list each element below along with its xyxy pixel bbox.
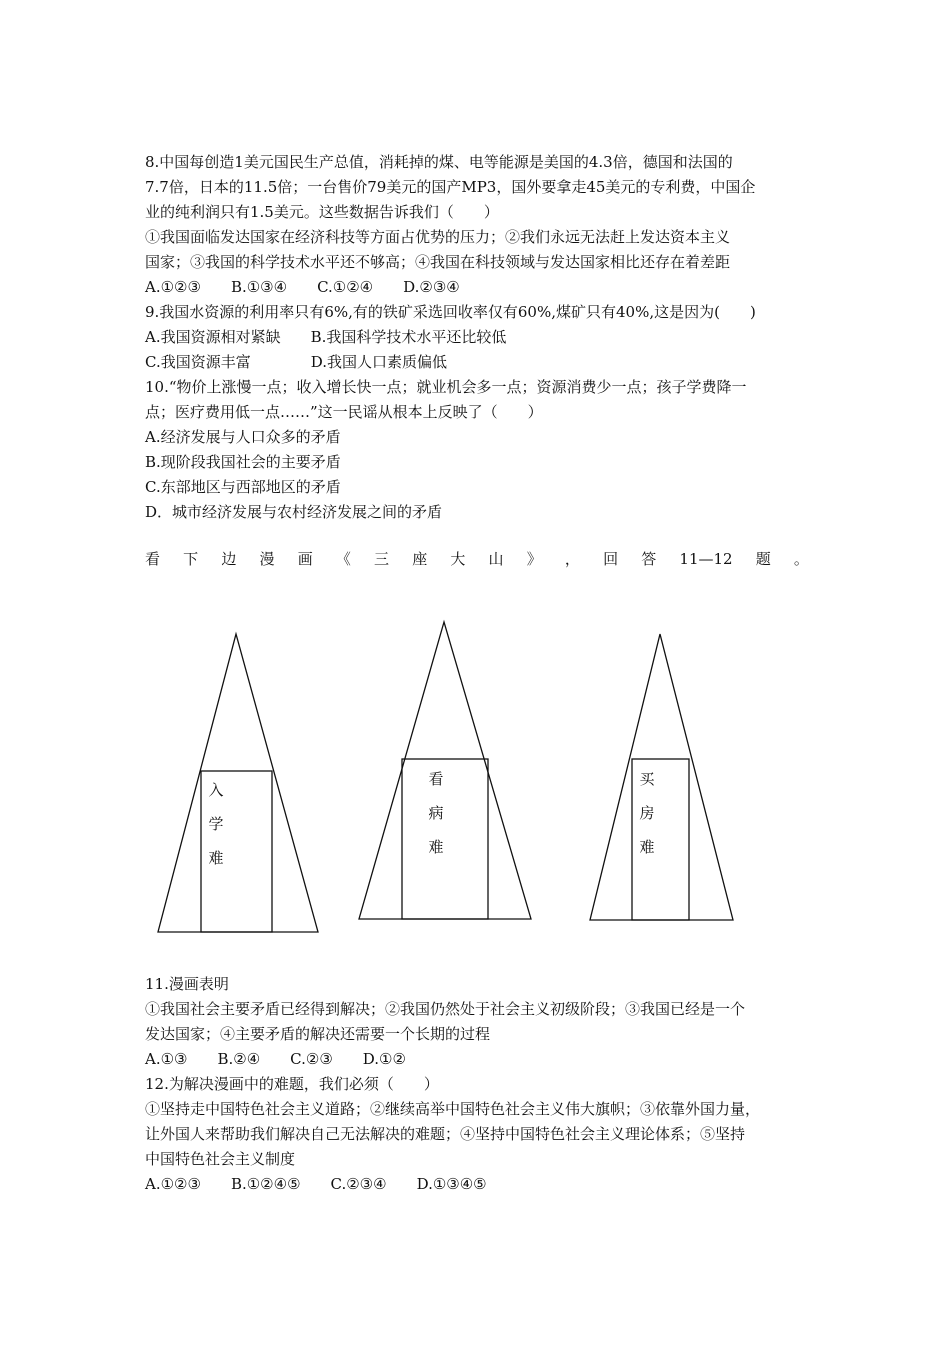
mountain-1 [158,634,318,932]
q11-title: 11.漫画表明 [145,975,229,993]
q8-line: 业的纯利润只有1.5美元。这些数据告诉我们（ ） [145,203,499,221]
intro-char: 》 [526,550,542,568]
q10-option: D．城市经济发展与农村经济发展之间的矛盾 [145,503,443,521]
q11-line: 发达国家；④主要矛盾的解决还需要一个长期的过程 [145,1025,491,1043]
label-char: 难 [428,838,444,856]
intro-char: 答 [641,550,657,568]
question-10 [145,375,815,525]
intro-char: 。 [793,550,809,568]
q10-option: B.现阶段我国社会的主要矛盾 [145,453,341,471]
label-char: 房 [639,804,655,822]
question-8 [145,150,815,300]
q9-line: 9.我国水资源的利用率只有6%,有的铁矿采选回收率仅有60%,煤矿只有40%,这是因为( ) [145,303,756,321]
q10-option: A.经济发展与人口众多的矛盾 [145,428,341,446]
intro-char: 三 [374,550,390,568]
q8-options: A.①②③ B.①③④ C.①②④ D.②③④ [145,278,460,296]
mountain-3 [590,634,733,920]
upper-questions [145,150,815,572]
label-char: 学 [208,815,224,833]
q9-options: A.我国资源相对紧缺 B.我国科学技术水平还比较低 [145,328,507,346]
q12-line: 让外国人来帮助我们解决自己无法解决的难题；④坚持中国特色社会主义理论体系；⑤坚持 [145,1125,746,1143]
intro-char: 漫 [259,550,275,568]
q8-line: 7.7倍，日本的11.5倍；一台售价79美元的国产MP3，国外要拿走45美元的专利费，中国企 [145,178,756,196]
q12-options: A.①②③ B.①②④⑤ C.②③④ D.①③④⑤ [145,1175,487,1193]
intro-char: 下 [183,550,199,568]
q10-line: 点；医疗费用低一点……”这一民谣从根本上反映了（ ） [145,403,543,421]
label-char: 难 [208,849,224,867]
mountain-3-label [637,762,657,864]
q12-title: 12.为解决漫画中的难题，我们必须（ ） [145,1075,439,1093]
mountain-3-triangle [590,634,733,920]
q10-line: 10.“物价上涨慢一点；收入增长快一点；就业机会多一点；资源消费少一点；孩子学费降一 [145,378,747,396]
lower-questions [145,972,815,1197]
mountain-1-triangle [158,634,318,932]
label-char: 病 [428,804,444,822]
q11-options: A.①③ B.②④ C.②③ D.①② [145,1050,406,1068]
intro-char: 山 [488,550,504,568]
label-char: 入 [208,781,224,799]
intro-char: 看 [145,550,161,568]
intro-char: 《 [335,550,351,568]
question-11 [145,972,815,1072]
intro-char: ， [564,550,580,568]
intro-char: 11—12 [679,550,733,568]
intro-char: 座 [412,550,428,568]
mountain-1-label [206,773,226,875]
q8-line: 8.中国每创造1美元国民生产总值，消耗掉的煤、电等能源是美国的4.3倍，德国和法国的 [145,153,733,171]
q12-line: ①坚持走中国特色社会主义道路；②继续高举中国特色社会主义伟大旗帜；③依靠外国力量， [145,1100,761,1118]
intro-char: 题 [755,550,771,568]
q9-options: C.我国资源丰富 D.我国人口素质偏低 [145,353,447,371]
mountain-2-label [426,762,446,864]
intro-char: 大 [450,550,466,568]
intro-char: 回 [603,550,619,568]
q10-option: C.东部地区与西部地区的矛盾 [145,478,341,496]
q12-line: 中国特色社会主义制度 [145,1150,296,1168]
q11-line: ①我国社会主要矛盾已经得到解决；②我国仍然处于社会主义初级阶段；③我国已经是一个 [145,1000,746,1018]
intro-char: 画 [297,550,313,568]
label-char: 买 [639,770,655,788]
label-char: 看 [428,770,444,788]
intro-char: 边 [221,550,237,568]
question-12 [145,1072,815,1197]
cartoon-intro [145,547,809,572]
question-9 [145,300,815,375]
q8-line: 国家；③我国的科学技术水平还不够高；④我国在科技领域与发达国家相比还存在着差距 [145,253,731,271]
q8-line: ①我国面临发达国家在经济科技等方面占优势的压力；②我们永远无法赶上发达资本主义 [145,228,731,246]
label-char: 难 [639,838,655,856]
